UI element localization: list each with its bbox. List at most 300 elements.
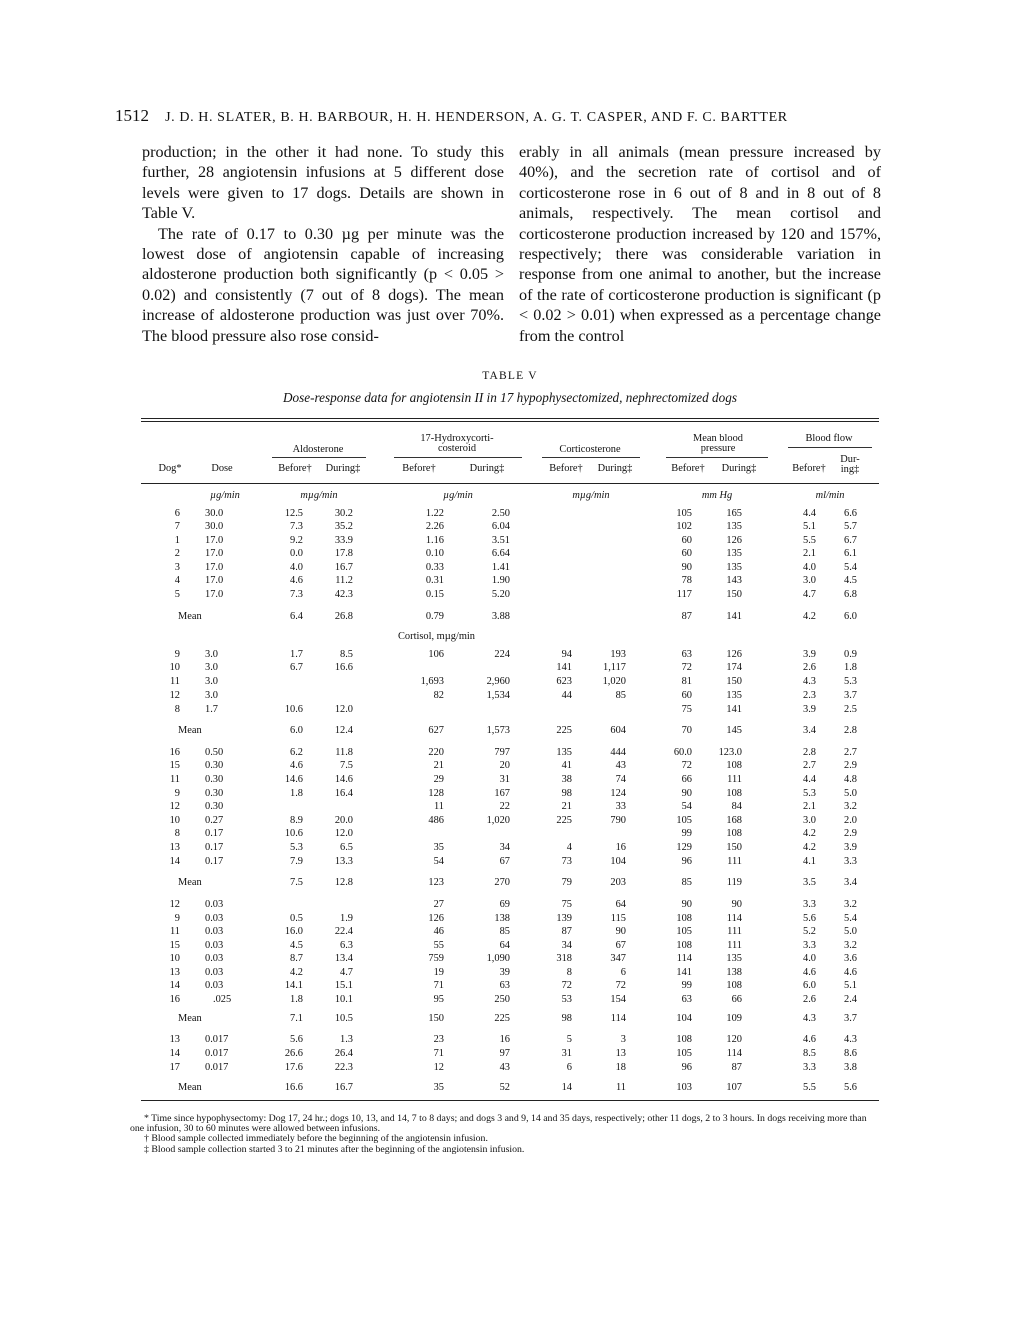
value-hb: 35 [433, 842, 444, 853]
value-pd: 143 [726, 575, 742, 586]
value-pd: 107 [726, 1082, 742, 1093]
value-cd: 347 [610, 953, 626, 964]
value-cb: 44 [561, 690, 572, 701]
value-hb: 486 [428, 815, 444, 826]
value-hb: 27 [433, 899, 444, 910]
value-ad: 14.6 [334, 774, 353, 785]
col-dog: Dog* [158, 463, 182, 474]
value-hd: 3.88 [491, 611, 510, 622]
col-bp-during: During‡ [721, 463, 757, 474]
value-fb: 4.2 [803, 611, 816, 622]
value-pd: 135 [726, 953, 742, 964]
value-fb: 5.5 [803, 1082, 816, 1093]
value-fd: 2.9 [844, 760, 857, 771]
value-cb: 225 [556, 815, 572, 826]
value-pd: 111 [727, 940, 742, 951]
value-fd: 5.0 [844, 926, 857, 937]
value-ad: 11.8 [335, 747, 353, 758]
value-cb: 5 [566, 1034, 572, 1045]
value-pb: 108 [676, 1034, 692, 1045]
value-ad: 20.0 [334, 815, 353, 826]
value-hb: 106 [428, 649, 444, 660]
mean-label: Mean [178, 877, 202, 888]
value-cb: 139 [556, 913, 572, 924]
value-ad: 16.7 [334, 562, 353, 573]
value-cb: 73 [561, 856, 572, 867]
value-pd: 108 [726, 788, 742, 799]
value-fb: 2.6 [803, 662, 816, 673]
value-hd: 797 [494, 747, 510, 758]
value-fb: 3.9 [803, 649, 816, 660]
value-ad: 8.5 [340, 649, 353, 660]
value-ad: 33.9 [334, 535, 353, 546]
footnotes [130, 1114, 882, 1155]
value-hb: 71 [433, 1048, 444, 1059]
value-fd: 5.0 [844, 788, 857, 799]
value-hd: 16 [499, 1034, 510, 1045]
value-pb: 72 [681, 760, 692, 771]
value-pd: 150 [726, 676, 742, 687]
value-cd: 193 [610, 649, 626, 660]
dog-number: 7 [174, 521, 180, 532]
value-pb: 60 [681, 535, 692, 546]
dog-number: 11 [169, 774, 180, 785]
value-pb: 60 [681, 690, 692, 701]
author-line: J. D. H. SLATER, B. H. BARBOUR, H. H. HENDERSON, A. G. T. CASPER, AND F. C. BARTTER [165, 110, 788, 125]
units-hydroxy: µg/min [443, 490, 473, 501]
value-fb: 4.2 [803, 828, 816, 839]
value-pd: 84 [731, 801, 742, 812]
value-hd: 270 [494, 877, 510, 888]
col-cort-during: During‡ [597, 463, 633, 474]
dog-number: 14 [169, 1048, 180, 1059]
value-hd: 1,020 [486, 815, 510, 826]
value-cd: 1,117 [603, 662, 626, 673]
col-hydroxy-during: During‡ [469, 463, 505, 474]
value-pb: 99 [681, 828, 692, 839]
value-fd: 6.7 [844, 535, 857, 546]
value-pb: 72 [681, 662, 692, 673]
value-ab: 7.3 [290, 521, 303, 532]
value-pd: 108 [726, 980, 742, 991]
value-fd: 2.0 [844, 815, 857, 826]
value-hd: 39 [499, 967, 510, 978]
value-pb: 96 [681, 856, 692, 867]
dose-value: 0.017 [205, 1034, 229, 1045]
value-pb: 54 [681, 801, 692, 812]
dose-value: 0.03 [205, 980, 224, 991]
value-ab: 10.6 [284, 704, 303, 715]
value-cb: 21 [561, 801, 572, 812]
col-flow-before: Before† [792, 463, 826, 474]
dose-value: 0.27 [205, 815, 224, 826]
value-pd: 114 [726, 1048, 742, 1059]
value-pb: 114 [676, 953, 692, 964]
value-hb: 21 [433, 760, 444, 771]
value-ad: 12.0 [334, 828, 353, 839]
units-dose: µg/min [210, 490, 240, 501]
value-hd: 31 [499, 774, 510, 785]
dog-number: 12 [169, 690, 180, 701]
col-flow-during-line1: Dur- [840, 454, 860, 465]
dose-value: 0.30 [205, 801, 224, 812]
value-fb: 5.5 [803, 535, 816, 546]
right-paragraph-1: erably in all animals (mean pressure increased by 40%), and the secretion rate of cortisol and of corticosterone rose in 6 out of 8 and in 8 out of 8 animals, respectively. The mean cortisol and corticosterone production increased by 120 and 157%, respectively; there was considerable variation in response from one animal to another, but the increase of the rate of corticosterone production is significant (p < 0.02 > 0.01) when expressed as a percentage change from the control [519, 143, 881, 345]
value-fb: 4.3 [803, 676, 816, 687]
value-cd: 203 [610, 877, 626, 888]
value-cb: 38 [561, 774, 572, 785]
value-ad: 42.3 [334, 589, 353, 600]
value-ad: 10.5 [334, 1013, 353, 1024]
value-ab: 4.2 [290, 967, 303, 978]
dose-value: 17.0 [205, 535, 224, 546]
value-fb: 3.9 [803, 704, 816, 715]
value-ab: 7.5 [290, 877, 303, 888]
value-hd: 43 [499, 1062, 510, 1073]
value-fd: 5.4 [844, 913, 857, 924]
value-ab: 9.2 [290, 535, 303, 546]
value-hb: 11 [433, 801, 444, 812]
value-hd: 225 [494, 1013, 510, 1024]
left-paragraph-2: The rate of 0.17 to 0.30 µg per minute was the lowest dose of angiotensin capable of increasing aldosterone production both significantly (p < 0.05 > 0.02) and consistently (7 out of 8 dogs). The mean increase of aldosterone production was just over 70%. The blood pressure also rose consid- [142, 224, 504, 345]
value-pb: 105 [676, 926, 692, 937]
value-fd: 3.9 [844, 842, 857, 853]
value-cd: 1,020 [602, 676, 626, 687]
dose-value: 17.0 [205, 589, 224, 600]
dog-number: 9 [174, 649, 180, 660]
value-ab: 5.6 [290, 1034, 303, 1045]
value-fb: 5.1 [803, 521, 816, 532]
value-cd: 72 [615, 980, 626, 991]
value-ad: 16.4 [334, 788, 353, 799]
value-hd: 5.20 [491, 589, 510, 600]
value-hd: 20 [499, 760, 510, 771]
dog-number: 15 [169, 760, 180, 771]
value-ab: 4.0 [290, 562, 303, 573]
value-ab: 6.7 [290, 662, 303, 673]
value-ab: 16.6 [284, 1082, 303, 1093]
value-pb: 90 [681, 899, 692, 910]
value-pd: 111 [727, 774, 742, 785]
value-pd: 123.0 [718, 747, 742, 758]
value-fd: 2.5 [844, 704, 857, 715]
value-pd: 111 [727, 856, 742, 867]
value-fb: 5.2 [803, 926, 816, 937]
page-number: 1512 [115, 106, 149, 125]
value-pb: 90 [681, 788, 692, 799]
value-fb: 4.1 [803, 856, 816, 867]
value-pd: 120 [726, 1034, 742, 1045]
dose-value: 0.30 [205, 774, 224, 785]
value-pb: 63 [681, 994, 692, 1005]
value-hb: 126 [428, 913, 444, 924]
value-hb: 0.33 [425, 562, 444, 573]
value-hd: 97 [499, 1048, 510, 1059]
value-ab: 6.4 [290, 611, 303, 622]
value-ad: 26.4 [334, 1048, 353, 1059]
dog-number: 13 [169, 842, 180, 853]
dog-number: 15 [169, 940, 180, 951]
units-flow: ml/min [815, 490, 845, 501]
value-ab: 4.6 [290, 760, 303, 771]
value-ab: 5.3 [290, 842, 303, 853]
value-hb: 123 [428, 877, 444, 888]
value-cd: 114 [610, 1013, 626, 1024]
dog-number: 9 [174, 913, 180, 924]
value-pb: 78 [681, 575, 692, 586]
units-corticosterone: mµg/min [572, 490, 610, 501]
dose-value: 0.30 [205, 760, 224, 771]
value-fd: 3.7 [844, 690, 857, 701]
value-ad: 11.2 [335, 575, 353, 586]
col-aldo-before: Before† [278, 463, 312, 474]
value-ab: 26.6 [284, 1048, 303, 1059]
value-hb: 46 [433, 926, 444, 937]
value-fb: 4.7 [803, 589, 816, 600]
value-fd: 4.3 [844, 1034, 857, 1045]
value-fd: 5.4 [844, 562, 857, 573]
value-cb: 79 [561, 877, 572, 888]
value-cd: 11 [615, 1082, 626, 1093]
value-cb: 53 [561, 994, 572, 1005]
value-fb: 4.4 [803, 508, 816, 519]
value-pb: 66 [681, 774, 692, 785]
value-pd: 135 [726, 521, 742, 532]
value-pd: 168 [726, 815, 742, 826]
dog-number: 5 [174, 589, 180, 600]
value-cb: 75 [561, 899, 572, 910]
value-pd: 108 [726, 760, 742, 771]
value-pd: 150 [726, 842, 742, 853]
value-hd: 63 [499, 980, 510, 991]
dog-number: 8 [174, 704, 180, 715]
value-cb: 14 [561, 1082, 572, 1093]
value-pd: 90 [731, 899, 742, 910]
value-pd: 165 [726, 508, 742, 519]
value-hd: 138 [494, 913, 510, 924]
value-pb: 102 [676, 521, 692, 532]
value-cd: 3 [620, 1034, 626, 1045]
bp-header-line2: pressure [700, 443, 736, 454]
value-hb: 1.22 [425, 508, 444, 519]
table-label: TABLE V [482, 370, 538, 382]
value-hb: 220 [428, 747, 444, 758]
value-hd: 1,534 [486, 690, 510, 701]
value-cb: 4 [566, 842, 572, 853]
value-fb: 5.3 [803, 788, 816, 799]
value-cb: 623 [556, 676, 572, 687]
dog-number: 2 [174, 548, 180, 559]
value-hb: 627 [428, 725, 444, 736]
dog-number: 17 [169, 1062, 180, 1073]
col-cort-before: Before† [549, 463, 583, 474]
col-aldo-during: During‡ [325, 463, 361, 474]
value-hd: 3.51 [491, 535, 510, 546]
value-pb: 70 [681, 725, 692, 736]
value-pb: 108 [676, 940, 692, 951]
value-pd: 145 [726, 725, 742, 736]
value-hd: 52 [499, 1082, 510, 1093]
value-hd: 6.64 [491, 548, 510, 559]
value-hd: 85 [499, 926, 510, 937]
value-ad: 6.3 [340, 940, 353, 951]
value-fb: 3.5 [803, 877, 816, 888]
value-fd: 6.8 [844, 589, 857, 600]
dog-number: 10 [169, 662, 180, 673]
blood-flow-header: Blood flow [805, 433, 853, 444]
value-ab: 7.3 [290, 589, 303, 600]
value-hd: 2,960 [486, 676, 510, 687]
value-cd: 16 [615, 842, 626, 853]
value-cd: 6 [620, 967, 626, 978]
value-cb: 98 [561, 1013, 572, 1024]
value-pd: 108 [726, 828, 742, 839]
value-fb: 8.5 [803, 1048, 816, 1059]
bp-header-line1: Mean blood [693, 433, 743, 444]
value-hb: 55 [433, 940, 444, 951]
table-caption: Dose-response data for angiotensin II in 17 hypophysectomized, nephrectomized dogs [283, 390, 737, 405]
value-pb: 105 [676, 1048, 692, 1059]
value-fd: 4.8 [844, 774, 857, 785]
value-hb: 82 [433, 690, 444, 701]
value-ab: 1.7 [290, 649, 303, 660]
value-cd: 790 [610, 815, 626, 826]
value-fb: 4.0 [803, 953, 816, 964]
value-pb: 85 [681, 877, 692, 888]
value-ab: 0.5 [290, 913, 303, 924]
value-fd: 3.4 [844, 877, 857, 888]
dose-value: 17.0 [205, 562, 224, 573]
value-hb: 12 [433, 1062, 444, 1073]
value-fb: 4.2 [803, 842, 816, 853]
value-fb: 3.3 [803, 1062, 816, 1073]
value-hd: 22 [499, 801, 510, 812]
dog-number: 12 [169, 899, 180, 910]
value-ad: 12.8 [334, 877, 353, 888]
value-pd: 135 [726, 690, 742, 701]
value-ab: 16.0 [284, 926, 303, 937]
value-ab: 17.6 [284, 1062, 303, 1073]
value-ad: 10.1 [334, 994, 353, 1005]
value-ad: 4.7 [340, 967, 353, 978]
value-cd: 124 [610, 788, 626, 799]
value-fb: 2.6 [803, 994, 816, 1005]
value-cb: 34 [561, 940, 572, 951]
value-ad: 22.4 [334, 926, 353, 937]
value-ad: 22.3 [334, 1062, 353, 1073]
value-fd: 8.6 [844, 1048, 857, 1059]
col-bp-before: Before† [671, 463, 705, 474]
value-cd: 33 [615, 801, 626, 812]
dose-value: 0.03 [205, 953, 224, 964]
units-bp: mm Hg [701, 490, 733, 501]
value-fd: 5.3 [844, 676, 857, 687]
value-ab: 4.5 [290, 940, 303, 951]
value-pb: 60 [681, 548, 692, 559]
dog-number: 16 [169, 994, 180, 1005]
col-dose: Dose [211, 463, 233, 474]
value-pb: 104 [676, 1013, 692, 1024]
value-ab: 10.6 [284, 828, 303, 839]
value-fd: 4.6 [844, 967, 857, 978]
value-pb: 60.0 [673, 747, 692, 758]
value-hd: 6.04 [491, 521, 510, 532]
value-fb: 4.4 [803, 774, 816, 785]
value-pd: 141 [726, 704, 742, 715]
value-cb: 31 [561, 1048, 572, 1059]
value-fd: 2.9 [844, 828, 857, 839]
value-pb: 63 [681, 649, 692, 660]
value-hb: 71 [433, 980, 444, 991]
value-pb: 99 [681, 980, 692, 991]
value-fd: 3.2 [844, 801, 857, 812]
dog-number: 13 [169, 967, 180, 978]
value-pd: 87 [731, 1062, 742, 1073]
value-fd: 3.7 [844, 1013, 857, 1024]
value-hd: 34 [499, 842, 510, 853]
value-ab: 14.6 [284, 774, 303, 785]
value-hb: 150 [428, 1013, 444, 1024]
value-cb: 8 [566, 967, 572, 978]
value-fd: 1.8 [844, 662, 857, 673]
value-hd: 250 [494, 994, 510, 1005]
value-pb: 141 [676, 967, 692, 978]
aldosterone-header: Aldosterone [292, 444, 344, 455]
value-pb: 81 [681, 676, 692, 687]
value-cb: 135 [556, 747, 572, 758]
dose-value: 0.017 [205, 1048, 229, 1059]
value-pd: 138 [726, 967, 742, 978]
dose-value: 0.017 [205, 1062, 229, 1073]
value-hd: 1,573 [486, 725, 510, 736]
value-hb: 95 [433, 994, 444, 1005]
value-pd: 114 [726, 913, 742, 924]
dog-number: 12 [169, 801, 180, 812]
dose-value: 3.0 [205, 676, 218, 687]
value-fb: 2.1 [803, 548, 816, 559]
value-hb: 35 [433, 1082, 444, 1093]
value-pd: 150 [726, 589, 742, 600]
dose-value: 0.03 [205, 967, 224, 978]
value-hb: 2.26 [425, 521, 444, 532]
value-pd: 141 [726, 611, 742, 622]
value-fd: 6.0 [844, 611, 857, 622]
value-cd: 154 [610, 994, 626, 1005]
value-hb: 19 [433, 967, 444, 978]
value-fb: 3.0 [803, 575, 816, 586]
dog-number: 14 [169, 856, 180, 867]
dose-value: 0.17 [205, 856, 224, 867]
dose-value: .025 [213, 994, 232, 1005]
value-ab: 1.8 [290, 788, 303, 799]
value-fd: 3.2 [844, 899, 857, 910]
value-ad: 1.9 [340, 913, 353, 924]
value-hd: 224 [494, 649, 510, 660]
dose-value: 17.0 [205, 575, 224, 586]
value-pb: 105 [676, 815, 692, 826]
value-pb: 117 [676, 589, 692, 600]
dog-number: 8 [174, 828, 180, 839]
dose-value: 0.03 [205, 926, 224, 937]
value-ad: 30.2 [334, 508, 353, 519]
value-fd: 3.6 [844, 953, 857, 964]
dose-value: 0.03 [205, 940, 224, 951]
value-cb: 98 [561, 788, 572, 799]
dog-number: 6 [174, 508, 180, 519]
value-hd: 67 [499, 856, 510, 867]
value-ad: 12.0 [334, 704, 353, 715]
value-ab: 8.9 [290, 815, 303, 826]
